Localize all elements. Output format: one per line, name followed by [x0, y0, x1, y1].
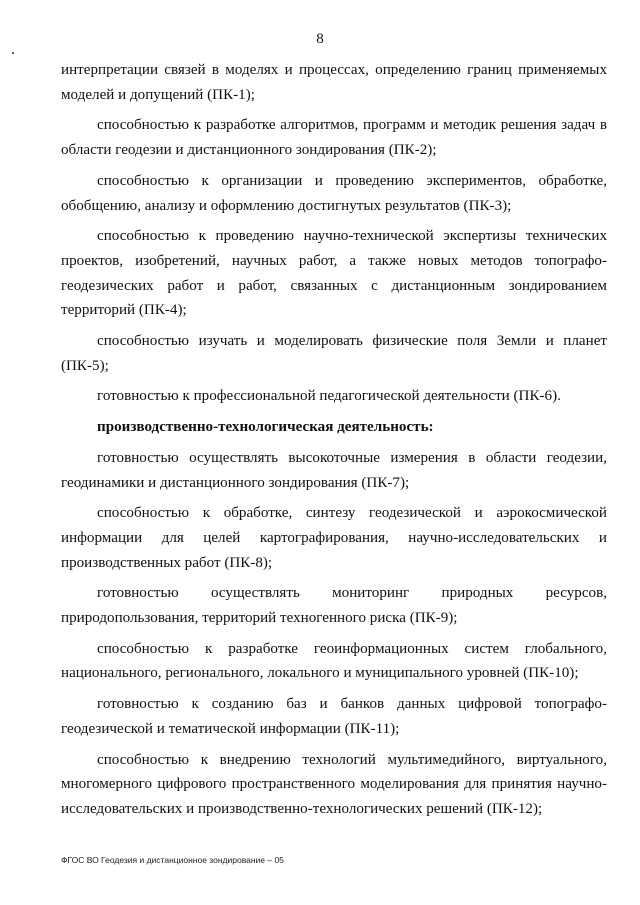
paragraph-pk-1: интерпретации связей в моделях и процессах, определению границ применяемых моделей и допущений (ПК-1); [61, 62, 607, 103]
paragraph-pk-9: готовностью осуществлять мониторинг природных ресурсов, природопользования, территорий техногенного риска (ПК-9); [61, 585, 607, 627]
page-number: 8 [316, 31, 324, 47]
paragraph-pk-12: способностью к внедрению технологий мультимедийного, виртуального, многомерного цифрового пространственного моделирования для принятия научно-исследовательских и производственно-технологических решений (ПК-12); [61, 751, 607, 817]
paragraph-pk-4: способностью к проведению научно-технической экспертизы технических проектов, изобретений, научных работ, а также новых методов топографо-геодезических работ и работ, связанных с дистанционным зондированием территорий (ПК-4); [61, 228, 607, 319]
paragraph-pk-11: готовностью к созданию баз и банков данных цифровой топографо-геодезической и тематической информации (ПК-11); [61, 696, 607, 737]
paragraph-pk-8: способностью к обработке, синтезу геодезической и аэрокосмической информации для целей картографирования, научно-исследовательских и производственных работ (ПК-8); [61, 505, 607, 571]
scan-speck [12, 52, 14, 54]
section-heading-production-technological: производственно-технологическая деятельность: [97, 419, 434, 436]
paragraph-pk-2: способностью к разработке алгоритмов, программ и методик решения задач в области геодезии и дистанционного зондирования (ПК-2); [61, 117, 607, 159]
paragraph-pk-5: способностью изучать и моделировать физические поля Земли и планет (ПК-5); [61, 333, 607, 374]
document-footer: ФГОС ВО Геодезия и дистанционное зондирование – 05 [61, 855, 284, 865]
paragraph-pk-6: готовностью к профессиональной педагогической деятельности (ПК-6). [97, 388, 561, 405]
paragraph-pk-10: способностью к разработке геоинформационных систем глобального, национального, регионального, локального и муниципального уровней (ПК-10); [61, 640, 607, 682]
paragraph-pk-3: способностью к организации и проведению экспериментов, обработке, обобщению, анализу и оформлению достигнутых результатов (ПК-3); [61, 172, 607, 214]
document-body [61, 58, 607, 828]
paragraph-pk-7: готовностью осуществлять высокоточные измерения в области геодезии, геодинамики и дистанционного зондирования (ПК-7); [61, 449, 607, 491]
